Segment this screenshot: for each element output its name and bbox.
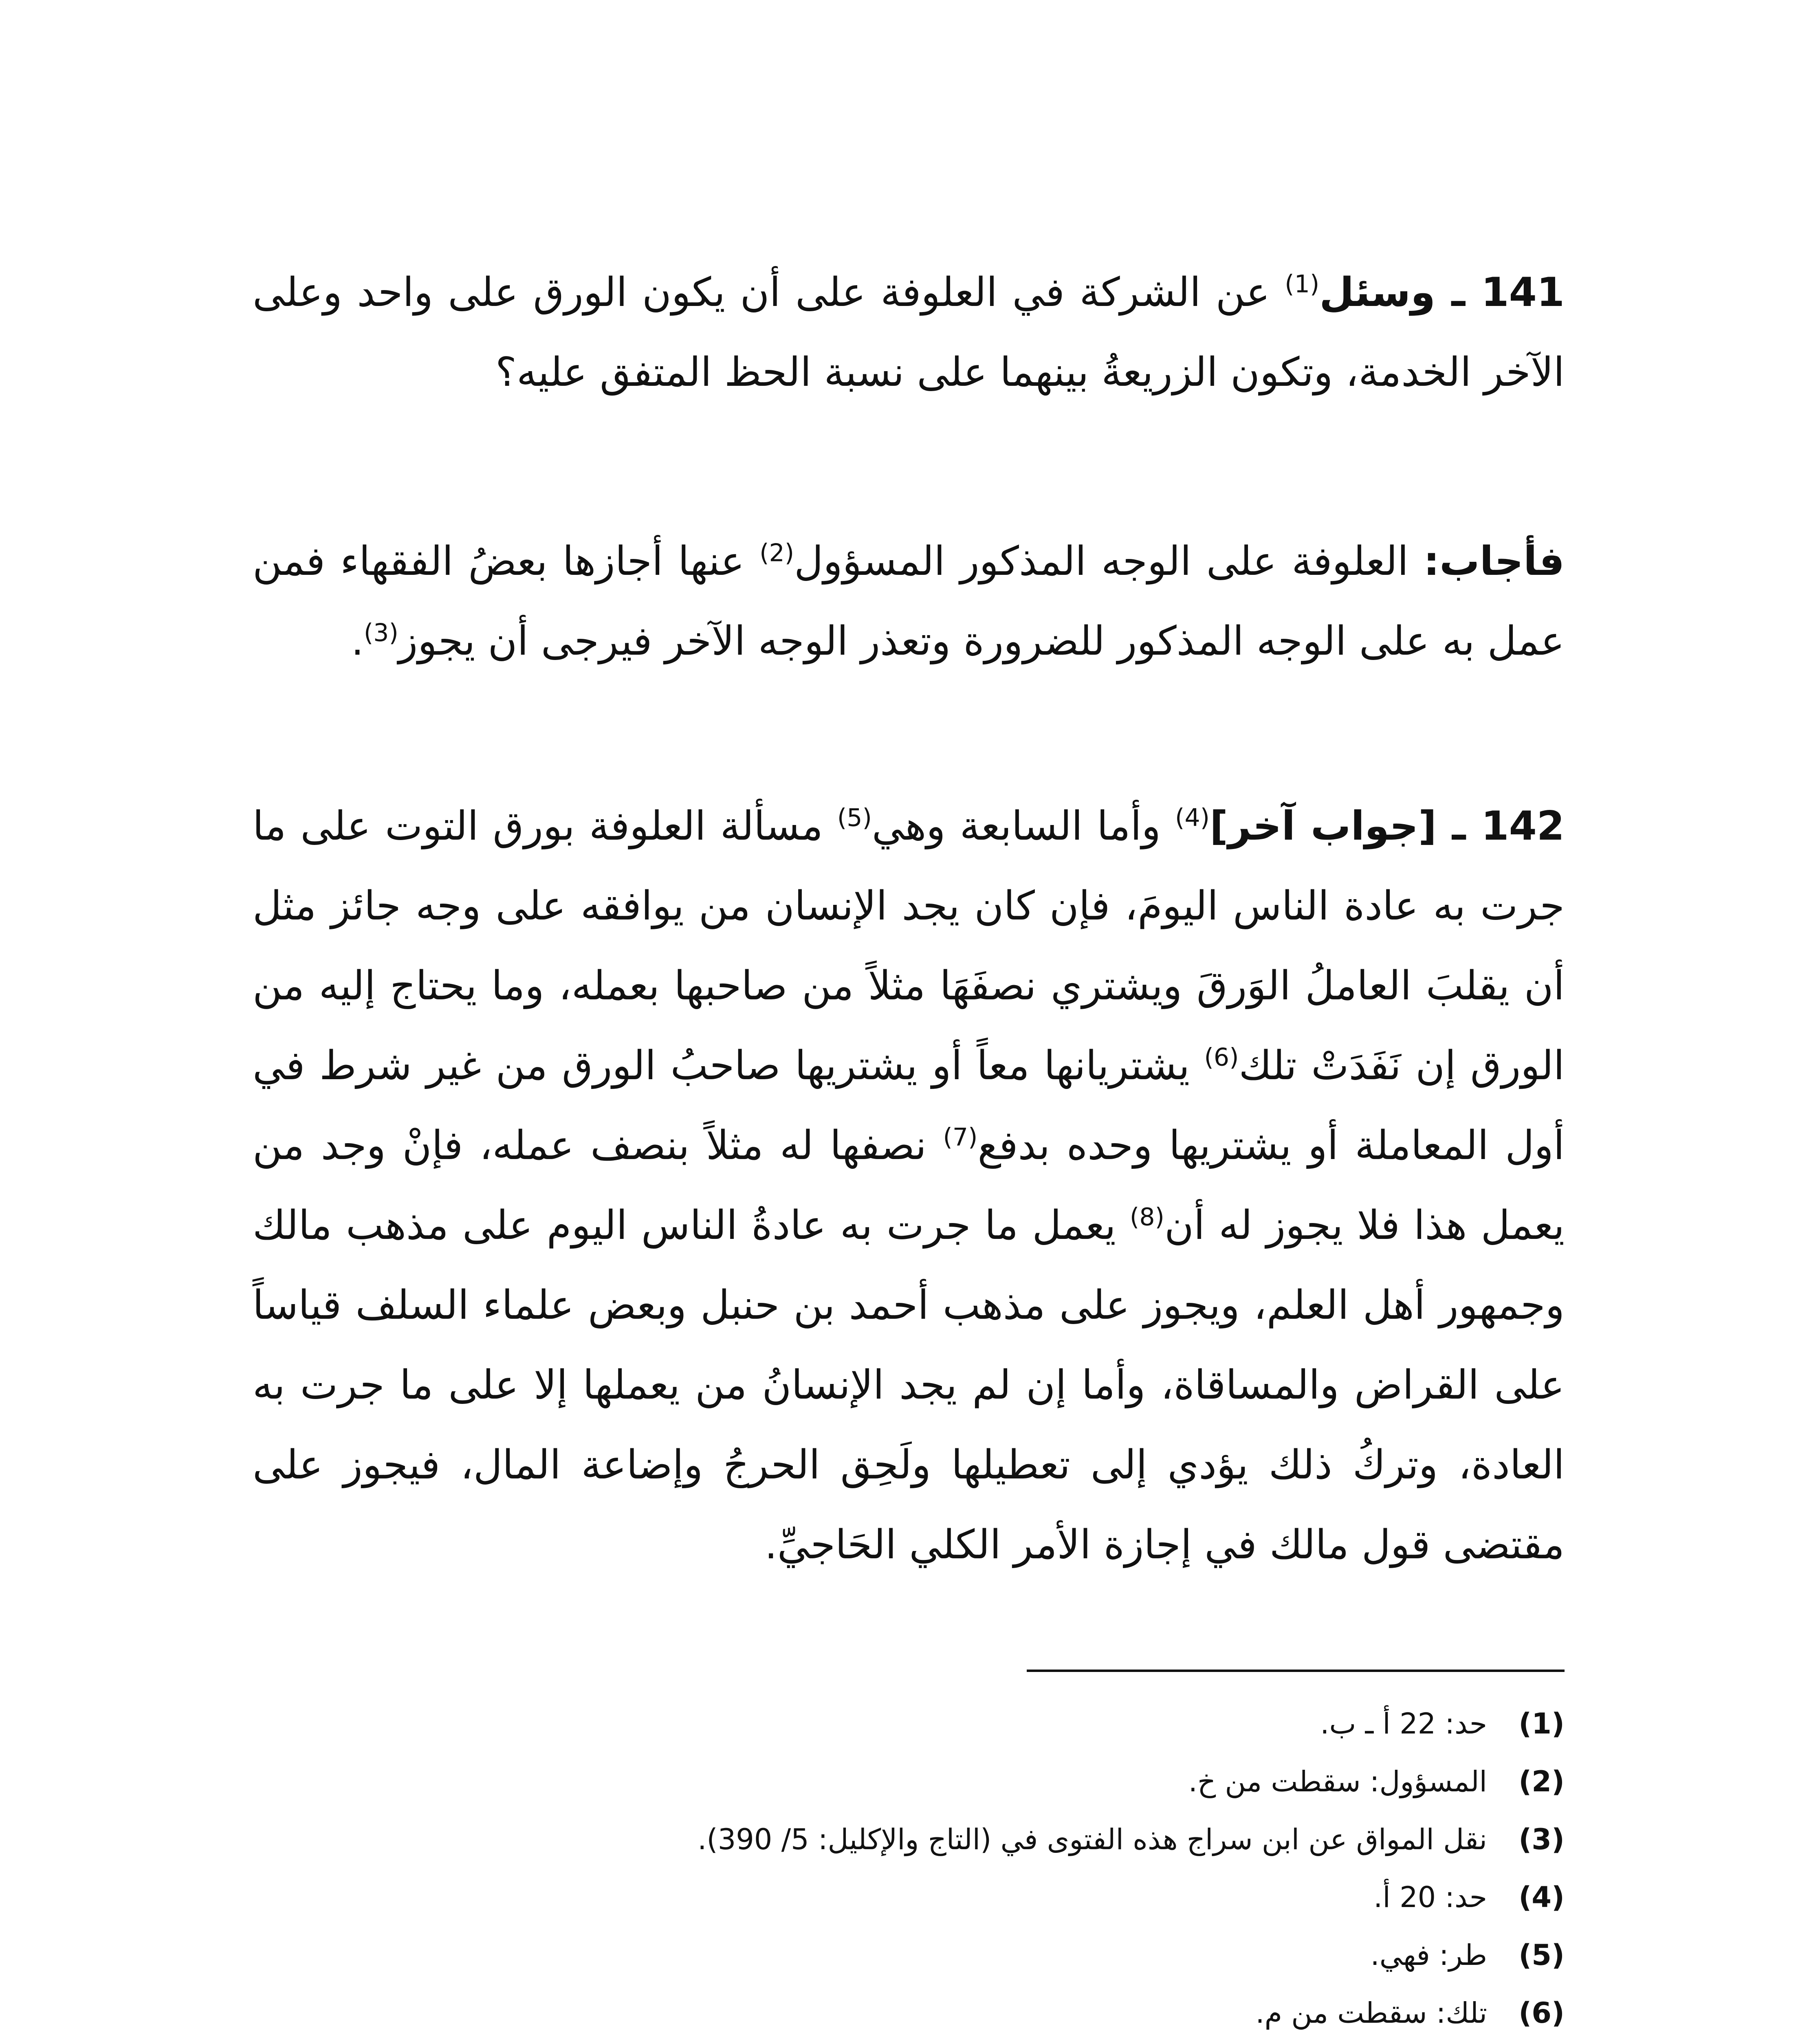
footnotes-list (253, 1695, 1565, 2037)
note-ref-3: (3) (363, 618, 398, 647)
footnote-4 (253, 1868, 1565, 1926)
footnote-text: حد: 22 أ ـ ب. (1320, 1707, 1487, 1740)
note-ref-7: (7) (943, 1123, 978, 1152)
answer-141-text-1: العلوفة على الوجه المذكور المسؤول (794, 538, 1424, 585)
footnote-1 (253, 1695, 1565, 1753)
entry-142-text-1: وأما السابعة وهي (871, 803, 1175, 849)
note-ref-4: (4) (1175, 803, 1210, 832)
footnote-separator (1027, 1670, 1565, 1672)
footnote-text: حد: 20 أ. (1373, 1881, 1487, 1914)
footnote-text: طر: فهي. (1370, 1938, 1487, 1972)
question-141 (253, 253, 1565, 412)
answer-lead: فأجاب: (1423, 538, 1565, 585)
note-ref-5: (5) (837, 803, 872, 832)
footnote-number: (1) (1519, 1707, 1565, 1740)
footnote-2 (253, 1753, 1565, 1810)
footnote-6 (253, 1984, 1565, 2037)
answer-141 (253, 521, 1565, 681)
entry-142-text-4: نصفها له مثلاً بنصف عمله، فإنْ وجد من يعمل هذا فلا يجوز له أن (253, 1122, 1565, 1249)
footnote-number: (4) (1519, 1881, 1565, 1914)
note-ref-1: (1) (1285, 270, 1320, 299)
entry-142-text-2: مسألة العلوفة بورق التوت على ما جرت به عادة الناس اليومَ، فإن كان يجد الإنسان من يوافقه على وجه جائز مثل أن يقلبَ العاملُ الوَرقَ ويشتري نصفَهَا مثلاً من صاحبها بعمله، وما يحتاج إليه من الورق إن نَفَدَتْ تلك (253, 803, 1565, 1089)
note-ref-2: (2) (759, 539, 794, 568)
footnote-5 (253, 1926, 1565, 1984)
footnote-number: (5) (1519, 1938, 1565, 1972)
entry-number-141: 141 ـ وسئل (1319, 269, 1565, 316)
footnote-text: نقل المواق عن ابن سراج هذه الفتوى في (التاج والإكليل: 5/ 390). (698, 1823, 1487, 1856)
answer-141-text-2: عنها أجازها بعضُ الفقهاء فمن عمل به على الوجه المذكور للضرورة وتعذر الوجه الآخر فيرجى أن يجوز (253, 538, 1565, 664)
footnote-number: (3) (1519, 1823, 1565, 1856)
footnote-text: تلك: سقطت من م. (1255, 1996, 1487, 2030)
entry-number-142: 142 ـ [جواب آخر] (1210, 803, 1565, 849)
entry-142-text-3: يشتريانها معاً أو يشتريها صاحبُ الورق من غير شرط في أول المعاملة أو يشتريها وحده بدفع (253, 1043, 1565, 1169)
footnote-number: (2) (1519, 1765, 1565, 1798)
note-ref-8: (8) (1129, 1203, 1164, 1232)
footnote-text: المسؤول: سقطت من خ. (1188, 1765, 1487, 1798)
answer-141-text-3: . (351, 618, 364, 664)
footnote-3 (253, 1810, 1565, 1868)
entry-142 (253, 786, 1565, 1585)
footnote-number: (6) (1519, 1996, 1565, 2030)
question-141-text: عن الشركة في العلوفة على أن يكون الورق على واحد وعلى الآخر الخدمة، وتكون الزريعةُ بينهما على نسبة الحظ المتفق عليه؟ (253, 269, 1565, 396)
note-ref-6: (6) (1204, 1043, 1239, 1072)
entry-142-text-5: يعمل ما جرت به عادةُ الناس اليوم على مذهب مالك وجمهور أهل العلم، ويجوز على مذهب أحمد بن حنبل وبعض علماء السلف قياساً على القراض والمساقاة، وأما إن لم يجد الإنسانُ من يعملها إلا على ما جرت به العادة، وتركُ ذلك يؤدي إلى تعطيلها ولَحِق الحرجُ وإضاعة المال، فيجوز على مقتضى قول مالك في إجازة الأمر الكلي الحَاجيِّ. (253, 1202, 1565, 1568)
